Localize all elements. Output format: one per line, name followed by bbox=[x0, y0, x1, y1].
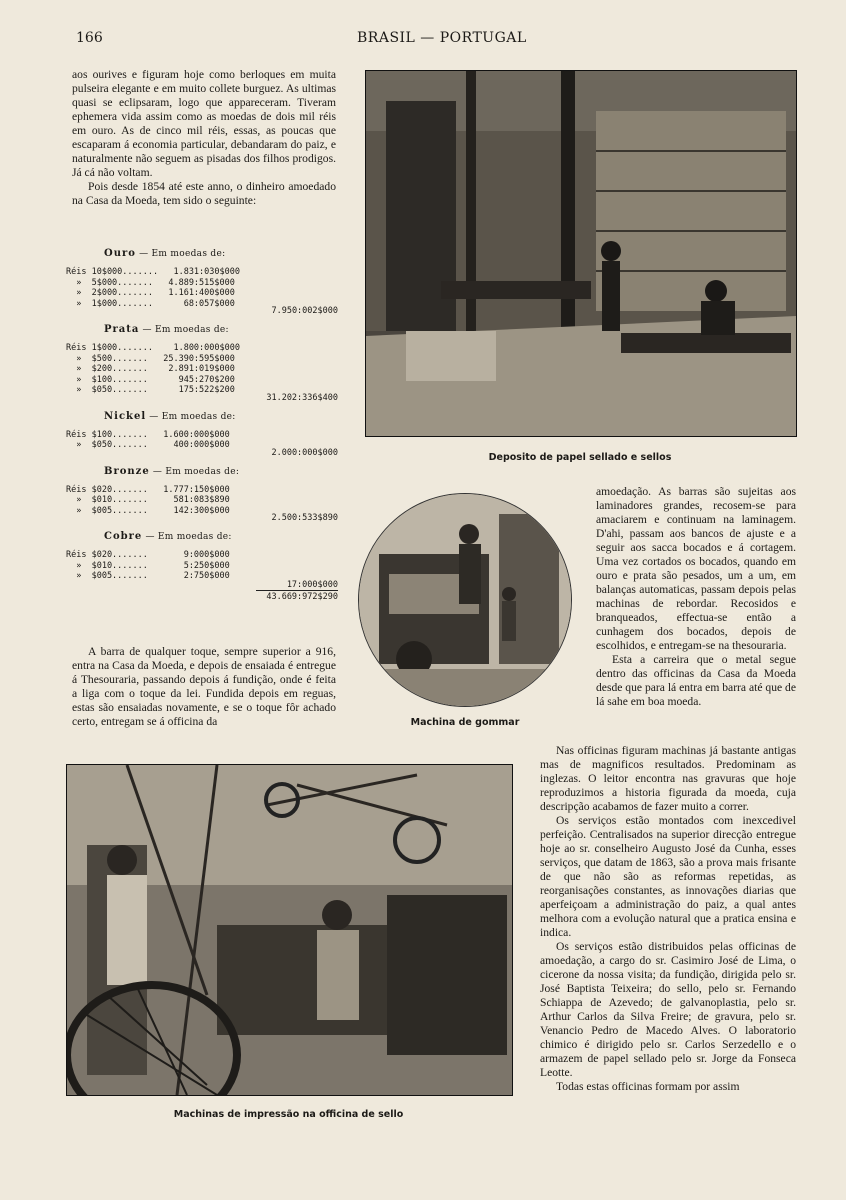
col2-paragraph-3: Nas officinas figuram machinas já bastante antigas mas de magnificos resultados. Predominam as inglezas. O leitor encontra nas gravuras que hoje reproduzimos a historia figurada da moeda, cuja descripção acabamos de fazer muito a correr. bbox=[540, 744, 796, 813]
ouro-rows bbox=[66, 267, 338, 309]
col2-lower bbox=[540, 744, 796, 1094]
col2-paragraph-5: Os serviços estão distribuidos pelas officinas de amoedação, a cargo do sr. Casimiro José de Lima, o cicerone da nossa visita; da fundição, dirigida pelo sr. José Baptista Teixeira; do sello, pelo sr. Fernando Schiappa de Azevedo; de galvanoplastia, pelo sr. Arthur Carlos da Silva Freire; de gravura, pelo sr. Venancio Pedro de Macedo Alves. O laboratorio chimico é dirigido pelo sr. Carlos Serzedello e o armazem de papel sellado pelo sr. Jorge da Fonseca Leotte. bbox=[540, 940, 796, 1079]
col1-intro bbox=[72, 68, 336, 208]
col1-paragraph-1: aos ourives e figuram hoje como berloques em muita pulseira elegante e em muito collete burguez. As ultimas quasi se eclipsaram, logo que appareceram. Tiveram ephemera vida assim como as moedas de dois mil réis em ouro. As de cinco mil réis, essas, as poucas que escaparam á economia particular, debandaram do paiz, e naturalmente não seguem as pisadas dos filhos prodigos. Já cá não voltam. bbox=[72, 68, 336, 179]
table-row: Réis $020....... 1.777:150$000 bbox=[66, 484, 230, 495]
printing-machines-illustration bbox=[67, 765, 512, 1095]
photo-paper-deposit bbox=[365, 70, 797, 437]
ouro-heading: Ouro — Em moedas de: bbox=[104, 248, 226, 259]
ouro-total: 7.950:002$000 bbox=[271, 306, 338, 316]
col2-paragraph-2: Esta a carreira que o metal segue dentro das officinas da Casa da Moeda desde que para lá entra em barra até que de lá sahe em boa moeda. bbox=[596, 653, 796, 708]
prata-total: 31.202:336$400 bbox=[266, 392, 338, 403]
grand-total: 43.669:972$290 bbox=[256, 590, 338, 602]
table-row: Réis 1$000....... 1.800:000$000 bbox=[66, 343, 240, 353]
nickel-total: 2.000:000$000 bbox=[271, 447, 338, 458]
table-row: » $010....... 581:083$890 bbox=[66, 495, 230, 505]
prata-rows bbox=[66, 343, 338, 396]
photo-printing-machines bbox=[66, 764, 513, 1096]
cobre-rows bbox=[66, 550, 338, 582]
caption-gumming-machine: Machina de gommar bbox=[410, 717, 520, 728]
col2-paragraph-6: Todas estas officinas formam por assim bbox=[556, 1080, 740, 1093]
cobre-total: 17:000$000 bbox=[286, 579, 338, 590]
table-row: » $500....... 25.390:595$000 bbox=[66, 353, 235, 364]
table-row: » $050....... 175:522$200 bbox=[66, 385, 235, 395]
nickel-heading: Nickel — Em moedas de: bbox=[104, 410, 236, 422]
bronze-heading: Bronze — Em moedas de: bbox=[104, 465, 240, 477]
table-row: » $005....... 142:300$000 bbox=[66, 505, 230, 516]
prata-heading: Prata — Em moedas de: bbox=[104, 324, 229, 335]
page-number: 166 bbox=[76, 30, 103, 46]
col2-upper bbox=[596, 485, 796, 709]
table-row: » $200....... 2.891:019$000 bbox=[66, 364, 235, 374]
col2-paragraph-4: Os serviços estão montados com inexcedivel perfeição. Centralisados na superior direcção entregue hoje ao sr. conselheiro Augusto José da Cunha, esses serviços, que datam de 1863, são a prova mais frisante de que não são as reformas repetidas, as reorganisações constantes, as innovações diarias que aperfeiçoam a administração do paiz, a qual antes melhora com a evolução natural que a pratica ensina e indica. bbox=[540, 814, 796, 939]
col1-lower bbox=[72, 645, 336, 729]
col2-paragraph-1: amoedação. As barras são sujeitas aos laminadores grandes, recosem-se para amaciarem e continuam na laminagem. D'ahi, passam aos bancos de ajuste e a seguir aos sacca bocados e á cortagem. Uma vez cortados os bocados, quando em ouro e prata são pesados, um a um, em balanças automaticas, passam depois pelas machinas de rebordar. Recosidos e branqueados, effectua-se então a cunhagem dos bocados, depois de escolhidos, e entregam-se na thesouraria. bbox=[596, 485, 796, 652]
coin-minting-table bbox=[66, 248, 338, 602]
table-row: Réis $100....... 1.600:000$000 bbox=[66, 429, 230, 440]
table-row: » $050....... 400:000$000 bbox=[66, 440, 230, 450]
col1-paragraph-2: Pois desde 1854 até este anno, o dinheiro amoedado na Casa da Moeda, tem sido o seguinte: bbox=[72, 180, 336, 207]
table-row: » 1$000....... 68:057$000 bbox=[66, 298, 235, 309]
bronze-rows bbox=[66, 485, 338, 517]
caption-printing-machines: Machinas de impressão na officina de sello bbox=[173, 1109, 404, 1120]
col1-paragraph-3: A barra de qualquer toque, sempre superior a 916, entra na Casa da Moeda, e depois de ensaiada é entregue á Thesouraria, passando depois á fundição, onde é feita a liga com o toque da lei. Fundida depois em reguas, estas são ensaiadas novamente, e se o toque fôr achado certo, entregam se á officina da bbox=[72, 645, 336, 728]
table-row: » 2$000....... 1.161:400$000 bbox=[66, 288, 235, 298]
deposit-photo-illustration bbox=[366, 71, 796, 436]
table-row: » 5$000....... 4.889:515$000 bbox=[66, 277, 235, 288]
table-row: Réis $020....... 9:000$000 bbox=[66, 550, 230, 560]
cobre-heading: Cobre — Em moedas de: bbox=[104, 531, 232, 542]
table-row: » $005....... 2:750$000 bbox=[66, 571, 230, 581]
table-row: Réis 10$000....... 1.831:030$000 bbox=[66, 267, 240, 277]
photo-gumming-machine bbox=[358, 493, 572, 707]
table-row: » $100....... 945:270$200 bbox=[66, 374, 235, 385]
gumming-machine-illustration bbox=[359, 494, 571, 706]
table-row: » $010....... 5:250$000 bbox=[66, 560, 230, 571]
page-header-title: BRASIL — PORTUGAL bbox=[357, 30, 527, 46]
bronze-total: 2.500:533$890 bbox=[271, 513, 338, 523]
caption-paper-deposit: Deposito de papel sellado e sellos bbox=[488, 452, 672, 463]
